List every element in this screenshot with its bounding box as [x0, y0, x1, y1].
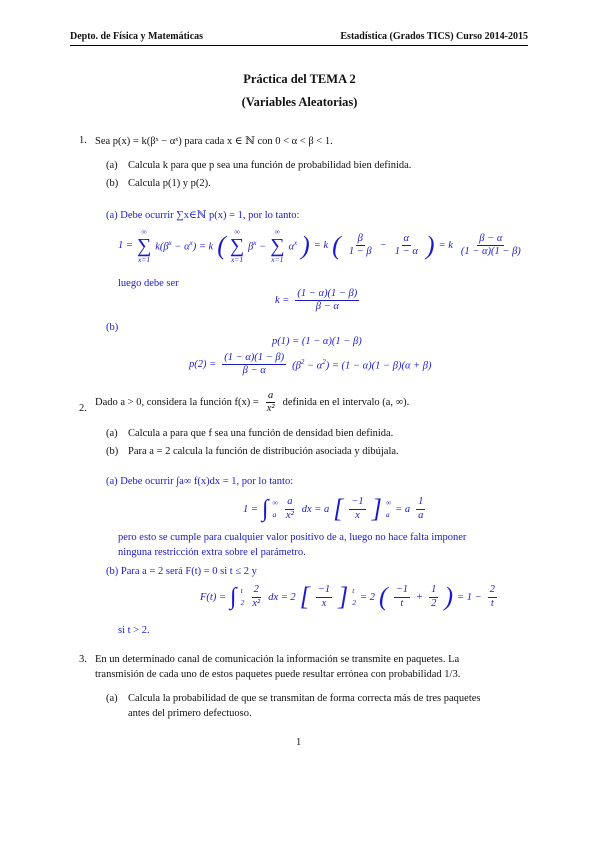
problem-1-statement: Sea p(x) = k(βˣ − αˣ) para cada x ∈ ℕ con 0 < α < β < 1.	[95, 136, 333, 147]
header-rule	[70, 45, 528, 46]
problem-2-equation-integral: 1 = ∫ ∞ a $\frac{a}{\text{x²}}$ dx = a [ $\frac{-1}{x}$ ] ∞ a = a $\frac{1}{a}$	[243, 494, 424, 523]
problem-2-part-b-label: (b)	[106, 446, 119, 457]
problem-1-part-a-label: (a)	[106, 160, 118, 171]
problem-2-solution-b-tail: si t > 2.	[118, 625, 150, 636]
problem-2-solution-a-note-2: ninguna restricción extra sobre el parámetro.	[118, 547, 306, 558]
problem-1-number: 1.	[79, 135, 87, 146]
page-subtitle: (Variables Aleatorias)	[241, 95, 358, 109]
problem-1-solution-a-then: luego debe ser	[118, 278, 179, 289]
problem-2-statement-post: definida en el intervalo (a, ∞).	[282, 397, 410, 409]
problem-1-part-b-label: (b)	[106, 178, 119, 189]
problem-3-statement-2: transmisión de cada uno de estos paquetes puede resultar errónea con probabilidad 1/3.	[95, 669, 461, 680]
problem-1-part-a-text: Calcula k para que p sea una función de probabilidad bien definida.	[128, 160, 412, 171]
header-right: Estadística (Grados TICS) Curso 2014-2015	[340, 31, 528, 42]
header-left: Depto. de Física y Matemáticas	[70, 31, 204, 42]
problem-1-equation-p2: p(2) = $\frac{(1 - \alpha)(1 - \beta)}{\beta - \alpha}$ $(\beta^2 - \alpha^2) = (1 - \alpha)(1 - \beta)(\alpha + \beta)$	[189, 352, 432, 377]
problem-2-statement: Dado a > 0, considera la función f(x) = $\frac{a}{\text{x²}}$ definida en el intervalo (a, ∞).	[95, 390, 410, 415]
problem-1-equation-sum: 1 = ∞ ∑ x=1 $k(\beta^x - \alpha^x) = k$ ( ∞ ∑ x=1 $\beta^x$ − ∞ ∑ x=1 $\alpha^x$ ) = k ( $\frac{\beta}{1 - \beta}$ − $\frac{\alpha}{1 - \alpha}$ ) = k $\frac{\beta - \alpha}{(1 - \alpha)(1 - \beta)}$	[118, 227, 521, 264]
problem-1-part-b-text: Calcula p(1) y p(2).	[128, 178, 211, 189]
problem-2-part-b-text: Para a = 2 calcula la función de distribución asociada y dibújala.	[128, 446, 399, 457]
problem-1-equation-k: k = $\frac{(1 - \alpha)(1 - \beta)}{\beta - \alpha}$	[275, 288, 358, 313]
problem-1-solution-b-label: (b)	[106, 322, 119, 333]
page-title: Práctica del TEMA 2	[243, 72, 356, 86]
problem-1-equation-p1: p(1) = (1 − α)(1 − β)	[272, 336, 362, 347]
problem-2-solution-a-intro: (a) Debe ocurrir ∫a∞ f(x)dx = 1, por lo tanto:	[106, 476, 294, 487]
problem-2-solution-a-note-1: pero esto se cumple para cualquier valor positivo de a, luego no hace falta imponer	[118, 532, 467, 543]
problem-3-part-a-text-1: Calcula la probabilidad de que se transmitan de forma correcta más de tres paquetes	[128, 693, 481, 704]
problem-2-statement-pre: Dado a > 0, considera la función f(x) =	[95, 397, 259, 409]
problem-2-part-a-text: Calcula a para que f sea una función de densidad bien definida.	[128, 428, 394, 439]
problem-2-solution-b-intro: (b) Para a = 2 será F(t) = 0 si t ≤ 2 y	[106, 566, 257, 577]
problem-2-equation-cdf: F(t) = ∫ t 2 $\frac{2}{\text{x²}}$ dx = 2 [ $\frac{-1}{x}$ ] t 2 = 2 ( $\frac{-1}{t}$ + $\frac{1}{2}$ ) = 1 − $\frac{2}{t}$	[200, 582, 495, 611]
problem-3-part-a-text-2: antes del primero defectuoso.	[128, 708, 252, 719]
problem-3-number: 3.	[79, 654, 87, 665]
page-number: 1	[296, 737, 302, 748]
problem-3-part-a-label: (a)	[106, 693, 118, 704]
problem-2-part-a-label: (a)	[106, 428, 118, 439]
problem-1-solution-a-intro: (a) Debe ocurrir ∑x∈ℕ p(x) = 1, por lo tanto:	[106, 210, 300, 221]
problem-3-statement-1: En un determinado canal de comunicación la información se transmite en paquetes. La	[95, 654, 460, 665]
problem-2-number: 2.	[79, 403, 87, 414]
